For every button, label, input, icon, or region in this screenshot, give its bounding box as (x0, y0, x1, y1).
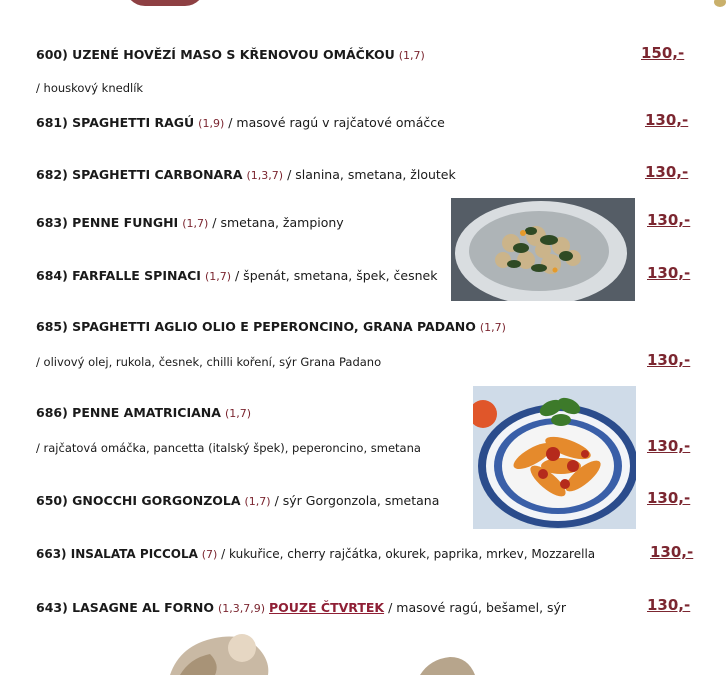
item-price: 150,- (641, 44, 685, 62)
menu-item-643 (36, 600, 566, 615)
item-allergens: (1,7) (224, 407, 252, 420)
item-name: 685) SPAGHETTI AGLIO OLIO E PEPERONCINO, GRANA PADANO (36, 319, 476, 334)
menu-item-650 (36, 493, 439, 508)
item-description: / houskový knedlík (36, 81, 144, 95)
item-price: 130,- (647, 211, 691, 229)
top-ornament (125, 0, 205, 6)
penne-amatriciana-photo (473, 386, 636, 529)
item-name: 682) SPAGHETTI CARBONARA (36, 167, 243, 182)
item-price: 130,- (645, 163, 689, 181)
item-name: 600) UZENÉ HOVĚZÍ MASO S KŘENOVOU OMÁČKOU (36, 47, 395, 62)
menu-item-684 (36, 268, 437, 283)
item-price: 130,- (647, 264, 691, 282)
item-description: / slanina, smetana, žloutek (287, 167, 456, 182)
item-allergens: (7) (201, 548, 218, 561)
item-allergens: (1,7) (244, 495, 271, 508)
item-price: 130,- (650, 543, 694, 561)
item-name: 681) SPAGHETTI RAGÚ (36, 115, 195, 130)
item-name: 663) INSALATA PICCOLA (36, 547, 198, 561)
item-allergens: (1,7) (479, 321, 506, 334)
item-name: 650) GNOCCHI GORGONZOLA (36, 493, 241, 508)
item-allergens: (1,7) (204, 270, 232, 283)
item-allergens: (1,3,7,9) (217, 602, 266, 615)
item-price: 130,- (647, 437, 691, 455)
angel-illustration-right (420, 655, 475, 675)
menu-item-685 (36, 319, 506, 334)
item-price: 130,- (647, 489, 691, 507)
menu-item-682 (36, 167, 456, 182)
angel-illustration-left (160, 620, 280, 675)
farfalle-spinach-photo (451, 198, 635, 301)
item-allergens: (1,9) (198, 117, 225, 130)
menu-item-683 (36, 215, 344, 230)
item-description: / masové ragú v rajčatové omáčce (228, 115, 445, 130)
item-name: 684) FARFALLE SPINACI (36, 268, 201, 283)
item-price: 130,- (647, 596, 691, 614)
corner-ornament (714, 0, 726, 7)
special-day-note: POUZE ČTVRTEK (269, 600, 385, 615)
item-allergens: (1,7) (182, 217, 209, 230)
menu-item-681 (36, 115, 445, 130)
item-description: / rajčatová omáčka, pancetta (italský špek), peperoncino, smetana (36, 441, 421, 455)
item-name: 643) LASAGNE AL FORNO (36, 600, 214, 615)
menu-item-663 (36, 547, 595, 561)
item-price: 130,- (645, 111, 689, 129)
menu-item-686 (36, 405, 251, 420)
item-description: / smetana, žampiony (212, 215, 344, 230)
item-price: 130,- (647, 351, 691, 369)
item-name: 683) PENNE FUNGHI (36, 215, 179, 230)
item-description: / masové ragú, bešamel, sýr (388, 600, 567, 615)
item-allergens: (1,3,7) (246, 169, 284, 182)
item-name: 686) PENNE AMATRICIANA (36, 405, 221, 420)
menu-item-600 (36, 47, 425, 62)
item-allergens: (1,7) (398, 49, 425, 62)
item-description: / špenát, smetana, špek, česnek (235, 268, 438, 283)
item-description: / kukuřice, cherry rajčátka, okurek, paprika, mrkev, Mozzarella (221, 547, 596, 561)
item-description: / sýr Gorgonzola, smetana (274, 493, 440, 508)
item-description: / olivový olej, rukola, česnek, chilli koření, sýr Grana Padano (36, 355, 382, 369)
